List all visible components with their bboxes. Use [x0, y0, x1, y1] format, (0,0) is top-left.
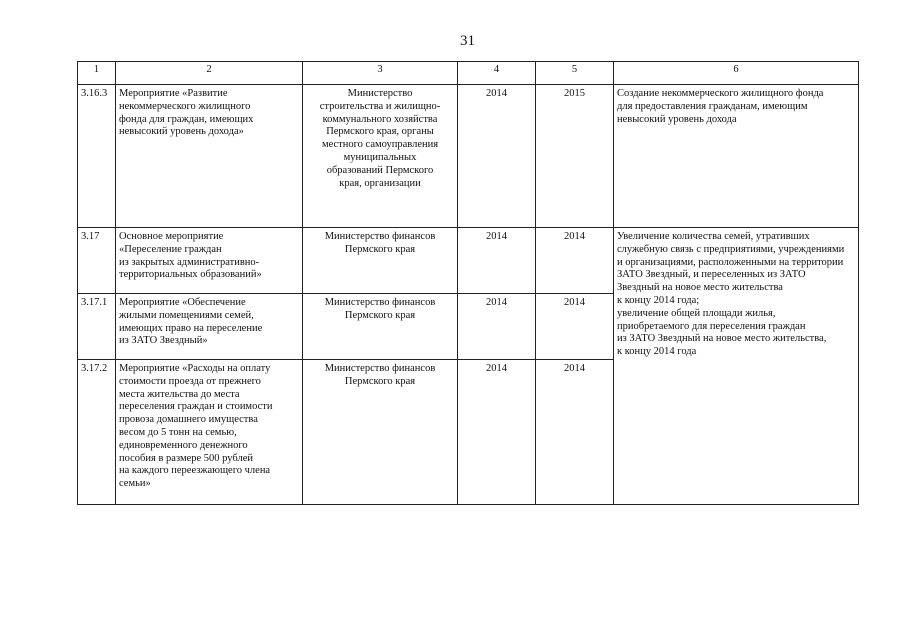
measures-table: [77, 61, 859, 505]
column-header-2: 2: [116, 62, 303, 85]
end-year-cell: 2014: [536, 294, 614, 360]
result-cell: Создание некоммерческого жилищного фонда для предоставления гражданам, имеющим невысокий уровень дохода: [614, 85, 859, 228]
result-cell: Увеличение количества семей, утративших служебную связь с предприятиями, учреждениями и организациями, расположенными на территории ЗАТО Звездный, и переселенных из ЗАТО Звездный на новое место жительства к концу 2014 года; увеличение общей площади жилья, приобретаемого для переселения граждан из ЗАТО Звездный на новое место жительства, к концу 2014 года: [614, 228, 859, 505]
row-number-cell: 3.16.3: [78, 85, 116, 228]
measure-name-cell: Мероприятие «Развитие некоммерческого жилищного фонда для граждан, имеющих невысокий уровень дохода»: [116, 85, 303, 228]
table-header-row: [78, 62, 859, 85]
column-header-5: 5: [536, 62, 614, 85]
page-number: 31: [460, 33, 475, 49]
start-year-cell: 2014: [458, 85, 536, 228]
row-number-cell: 3.17: [78, 228, 116, 294]
column-header-4: 4: [458, 62, 536, 85]
start-year-cell: 2014: [458, 360, 536, 505]
end-year-cell: 2014: [536, 360, 614, 505]
executor-cell: Министерство финансов Пермского края: [303, 228, 458, 294]
end-year-cell: 2015: [536, 85, 614, 228]
row-number-cell: 3.17.2: [78, 360, 116, 505]
measure-name-cell: Мероприятие «Расходы на оплату стоимости проезда от прежнего места жительства до места переселения граждан и стоимости провоза домашнего имущества весом до 5 тонн на семью, единовременного денежного пособия в размере 500 рублей на каждого переезжающего члена семьи»: [116, 360, 303, 505]
column-header-1: 1: [78, 62, 116, 85]
start-year-cell: 2014: [458, 228, 536, 294]
start-year-cell: 2014: [458, 294, 536, 360]
column-header-6: 6: [614, 62, 859, 85]
executor-cell: Министерство финансов Пермского края: [303, 360, 458, 505]
column-header-3: 3: [303, 62, 458, 85]
end-year-cell: 2014: [536, 228, 614, 294]
executor-cell: Министерство строительства и жилищно- коммунального хозяйства Пермского края, органы местного самоуправления муниципальных образований Пермского края, организации: [303, 85, 458, 228]
measure-name-cell: Мероприятие «Обеспечение жилыми помещениями семей, имеющих право на переселение из ЗАТО Звездный»: [116, 294, 303, 360]
measure-name-cell: Основное мероприятие «Переселение граждан из закрытых административно- территориальных образований»: [116, 228, 303, 294]
table-row: [78, 228, 859, 294]
row-number-cell: 3.17.1: [78, 294, 116, 360]
executor-cell: Министерство финансов Пермского края: [303, 294, 458, 360]
table-row: [78, 85, 859, 228]
